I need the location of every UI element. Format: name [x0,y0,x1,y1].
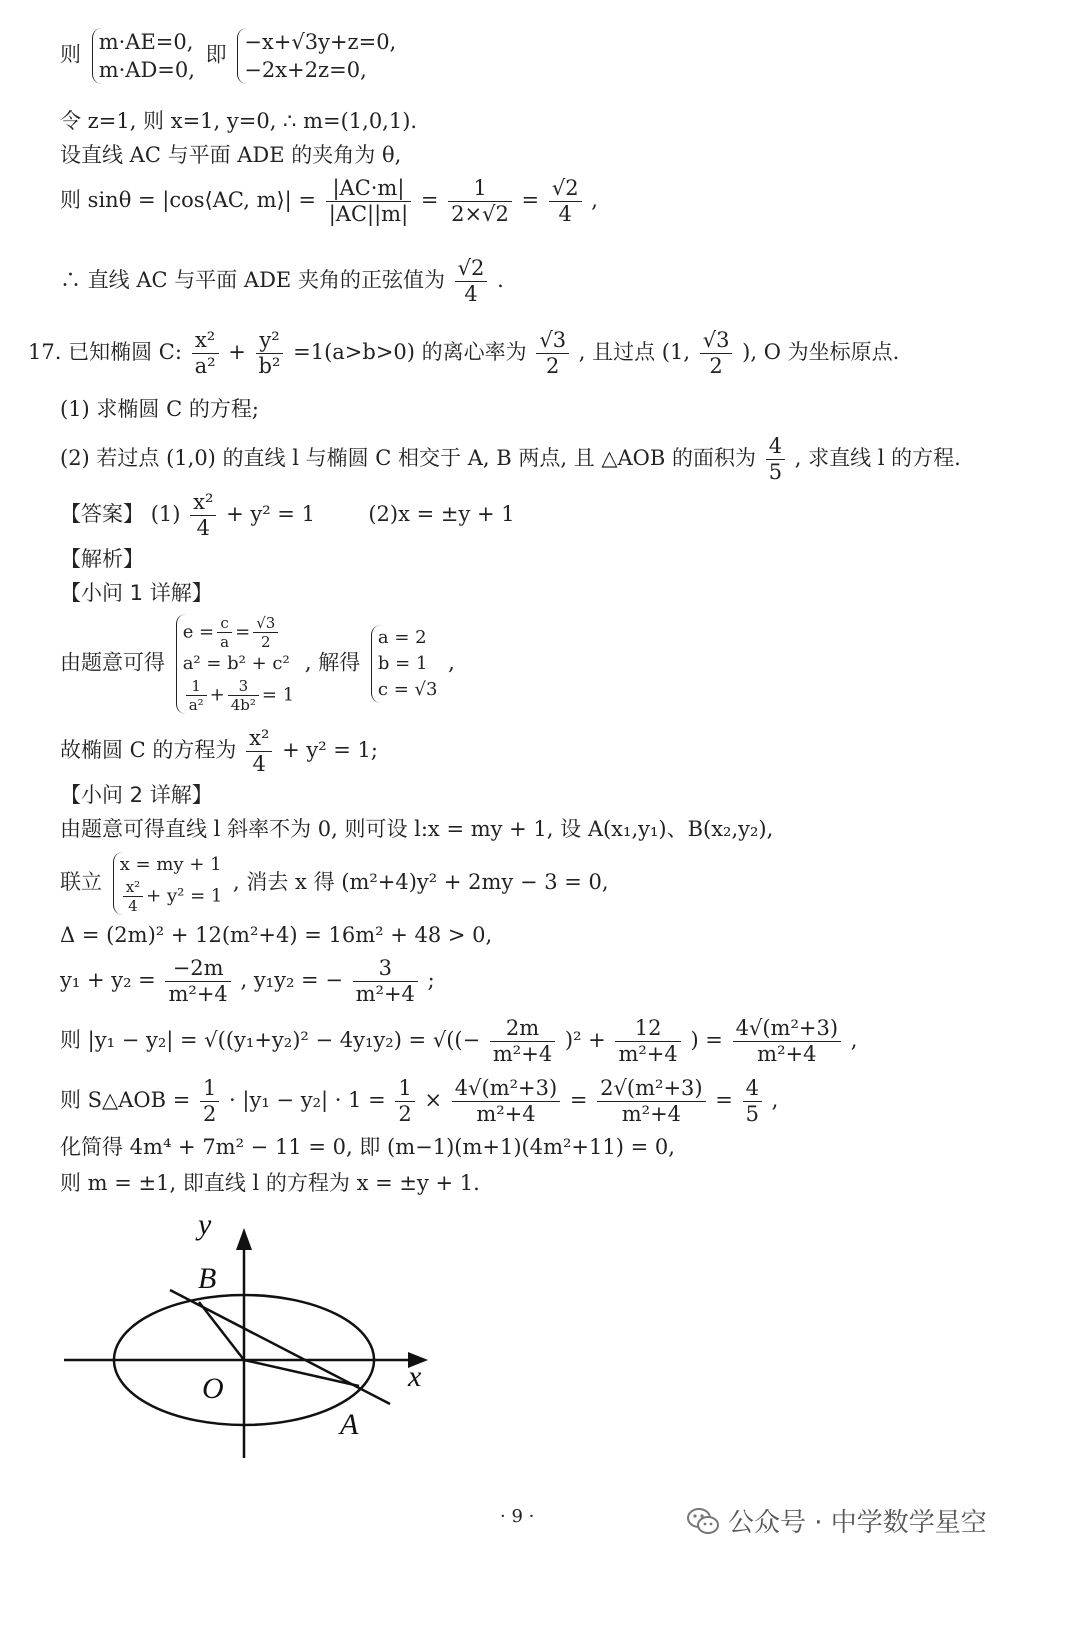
stem-part: =1(a>b>0) 的离心率为 [293,340,527,365]
frac-den: 2 [398,1102,412,1127]
frac-den: a² [188,696,204,714]
frac-num: y² [256,328,284,354]
frac-den: 2 [202,1102,217,1127]
frac-num: x² [123,878,143,897]
solution-c: c = √3 [377,679,438,700]
frac-num: 3 [353,956,418,982]
comma: , [591,188,598,213]
equals: = [521,188,540,213]
frac-num: 1 [186,677,207,696]
q2-text: (2) 若过点 (1,0) 的直线 l 与椭圆 C 相交于 A, B 两点, 且 △AOB 的面积为 [60,446,757,471]
sine-prefix: ∴ 直线 AC 与平面 ADE 夹角的正弦值为 [60,268,445,293]
area-text: · |y₁ − y₂| · 1 = [229,1088,386,1113]
question-1: (1) 求椭圆 C 的方程; [60,397,259,421]
frac-den: 2 [260,633,271,651]
frac-den: b² [258,354,281,379]
solution-a: a = 2 [377,627,427,648]
vieta-prod: , y₁y₂ = − [240,968,343,993]
frac-num: 1 [200,1076,219,1102]
frac-num: √3 [253,614,278,633]
answer-part1-end: + y² = 1 [226,502,315,527]
frac-num: √3 [700,328,733,354]
comma: , [771,1088,779,1113]
answer-part2: (2)x = ±y + 1 [368,502,515,527]
eq-m-ad: m·AD=0, [98,58,195,82]
b-label: B [198,1262,217,1295]
row-text: = [235,621,251,643]
sin-prefix: 则 sinθ = |cos⟨AC, m⟩| = [60,188,317,213]
text-then: 则 [60,42,81,67]
equals: = [715,1088,733,1113]
frac-num: 2m [490,1016,555,1042]
watermark-text: 公众号 · 中学数学星空 [728,1508,987,1538]
eq-xyz-2: −2x+2z=0, [244,58,367,82]
text-ie: 即 [205,42,227,67]
semicolon: ; [427,968,435,993]
frac-den: m²+4 [757,1042,817,1067]
frac-den: 2×√2 [451,202,509,227]
problem-number: 17. [28,340,62,365]
frac-den: 4 [196,516,210,541]
a-label: A [340,1408,359,1441]
wechat-icon [686,1506,720,1536]
stem-part: ), O 为坐标原点. [742,340,900,365]
area-text: 则 S△AOB = [60,1088,191,1113]
conclusion-end: + y² = 1; [282,738,378,763]
sub1-prefix: 由题意可得 [60,650,165,675]
conclusion-text: 故椭圆 C 的方程为 [60,738,237,763]
frac-den: a [220,633,230,651]
sub1-row-abc: a² = b² + c² [182,653,290,674]
frac-num: x² [190,490,216,516]
frac-den: 4 [128,897,138,915]
diff-text: )² + [564,1028,606,1053]
times: × [424,1088,443,1113]
eq-xyz-1: −x+√3y+z=0, [244,30,397,54]
equals: = [569,1088,588,1113]
frac-den: 4 [464,282,478,307]
eq-m-ae: m·AE=0, [98,30,194,54]
comma: , [850,1028,858,1053]
frac-num: 4√(m²+3) [452,1076,560,1102]
q2-text-end: , 求直线 l 的方程. [794,446,961,471]
stem-part: 已知椭圆 C: [68,340,182,365]
frac-den: m²+4 [168,982,228,1007]
frac-num: √2 [455,256,488,282]
equals: = [420,188,439,213]
y-label: y [198,1208,212,1241]
sub-question-1-label: 【小问 1 详解】 [60,581,213,605]
frac-num: 3 [228,677,259,696]
eliminate-text: , 消去 x 得 (m²+4)y² + 2my − 3 = 0, [233,870,609,894]
x-label: x [408,1360,422,1393]
frac-num: 12 [615,1016,680,1042]
watermark [686,1502,987,1539]
frac-num: √2 [549,176,582,202]
stem-part: , 且过点 (1, [578,340,691,365]
frac-num: −2m [165,956,230,982]
sub-question-2-label: 【小问 2 详解】 [60,783,213,807]
y-axis-arrow [236,1228,252,1250]
frac-num: x² [192,328,219,354]
combine-label: 联立 [60,870,102,894]
frac-num: √3 [536,328,569,354]
diff-text: ) = [690,1028,723,1053]
segment-ob [199,1302,244,1360]
page-number: · 9 · [500,1506,535,1527]
frac-den: 5 [745,1102,759,1127]
frac-num: 1 [395,1076,414,1102]
frac-den: 4 [558,202,572,227]
plus: + [228,340,246,365]
frac-num: 4√(m²+3) [733,1016,841,1042]
angle-def-line: 设直线 AC 与平面 ADE 的夹角为 θ, [60,143,402,167]
line-eq: x = my + 1 [119,854,222,875]
row-text: + [209,684,225,706]
frac-den: 4 [252,752,266,777]
sub2-line-1: 由题意可得直线 l 斜率不为 0, 则可设 l:x = my + 1, 设 A(x₁,y₁)、B(x₂,y₂), [60,817,774,841]
diff-text: 则 |y₁ − y₂| = √((y₁+y₂)² − 4y₁y₂) = √((− [60,1028,481,1053]
frac-num: 4 [743,1076,762,1102]
frac-den: 2 [709,354,723,379]
frac-num: 4 [766,434,785,460]
let-z-line: 令 z=1, 则 x=1, y=0, ∴ m=(1,0,1). [60,109,418,133]
frac-den: 2 [546,354,560,379]
answer-part1: (1) [150,502,181,527]
sub2-discriminant: Δ = (2m)² + 12(m²+4) = 16m² + 48 > 0, [60,923,493,947]
answer-label: 【答案】 [60,502,144,527]
frac-den: m²+4 [355,982,415,1007]
row-text: = 1 [261,684,295,706]
analysis-label: 【解析】 [60,547,144,571]
frac-num: x² [246,726,272,752]
sub2-simplify: 化简得 4m⁴ + 7m² − 11 = 0, 即 (m−1)(m+1)(4m²+11) = 0, [60,1135,675,1159]
solution-b: b = 1 [377,653,428,674]
frac-num: c [217,614,232,633]
frac-den: m²+4 [476,1102,536,1127]
frac-den: a² [194,354,216,379]
frac-den: 4b² [230,696,256,714]
segment-oa [244,1360,359,1386]
frac-den: m²+4 [618,1042,678,1067]
frac-num: 2√(m²+3) [597,1076,705,1102]
comma: , [448,650,455,675]
frac-den: 5 [768,460,783,485]
sub1-solve: , 解得 [304,650,361,675]
frac-den: |AC||m| [328,202,409,227]
frac-num: |AC·m| [326,176,411,202]
period: . [497,268,504,293]
frac-den: m²+4 [492,1042,553,1067]
row-text: + y² = 1 [146,885,223,907]
frac-den: m²+4 [621,1102,682,1127]
o-label: O [202,1372,224,1405]
sub2-result: 则 m = ±1, 即直线 l 的方程为 x = ±y + 1. [60,1171,480,1195]
vieta-sum: y₁ + y₂ = [60,968,156,993]
frac-num: 1 [448,176,512,202]
row-text: e = [182,621,215,643]
